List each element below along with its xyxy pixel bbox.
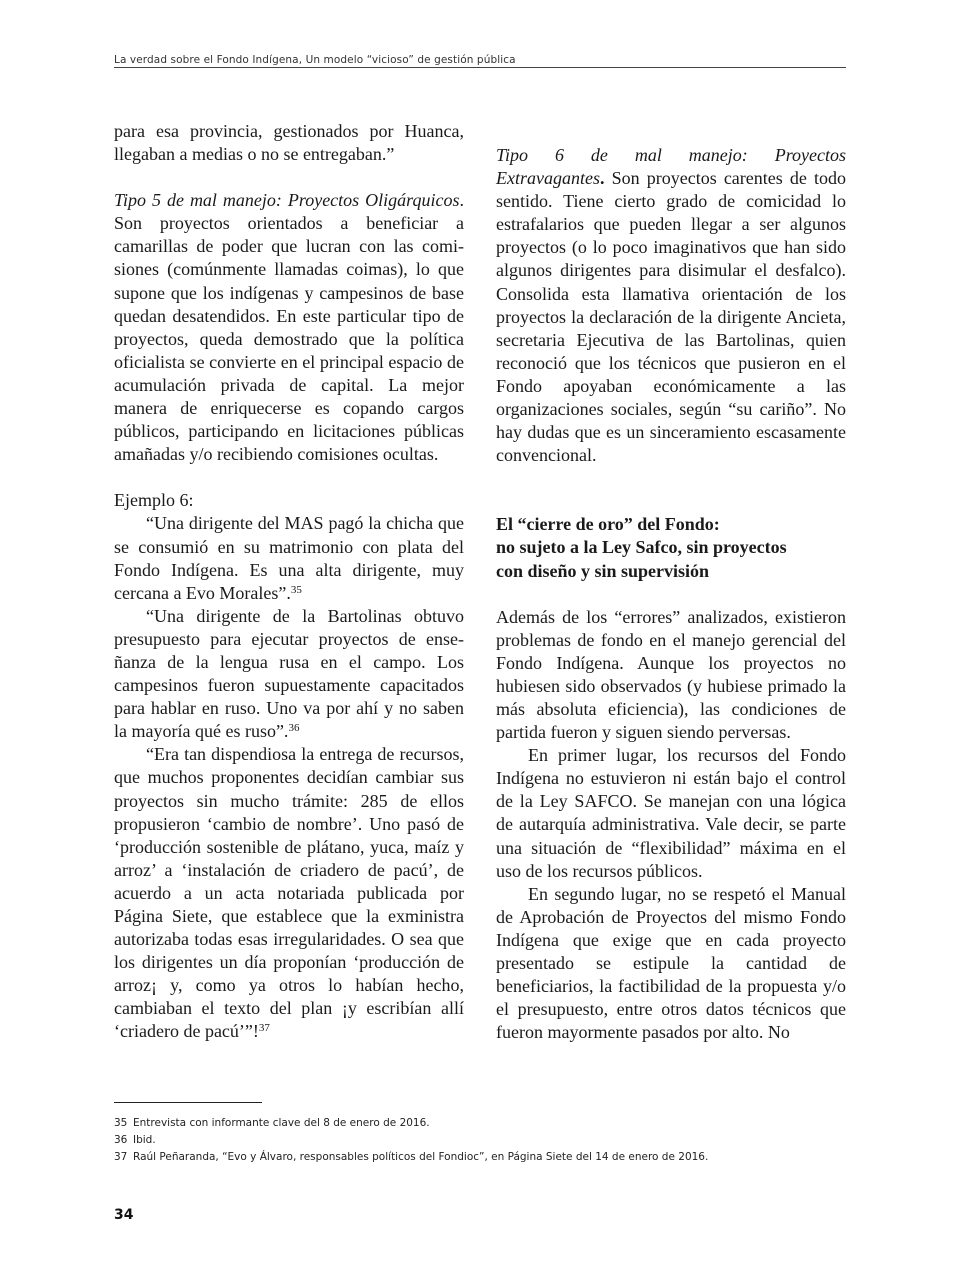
quote-1-text: “Una dirigente del MAS pagó la chicha que se consumió en su matrimonio con plata del Fondo Indígena. Es una alta dirigente, muy cercana a Evo Morales”.	[114, 513, 464, 603]
paragraph-tipo6	[496, 144, 846, 467]
footnote-36	[114, 1132, 854, 1149]
footnote-ref-36: 36	[288, 722, 300, 735]
left-column	[114, 120, 464, 1044]
paragraph-primer-lugar: En primer lugar, los recursos del Fondo Indígena no estuvieron ni están bajo el control de la Ley SAFCO. Se manejan con una lógica de autarquía administrativa. Vale decir, se parte una situación de “flexibilidad” máxima en el uso de los recursos públicos.	[496, 745, 846, 881]
footnote-rule	[114, 1102, 262, 1103]
heading-line-2: no sujeto a la Ley Safco, sin proyectos	[496, 537, 787, 558]
quote-3	[114, 743, 464, 1043]
heading-line-1: El “cierre de oro” del Fondo:	[496, 514, 720, 535]
footnote-text: Ibid.	[133, 1134, 156, 1146]
heading-line-3: con diseño y sin supervisión	[496, 560, 710, 581]
tipo6-body: Son proyectos carentes de todo sentido. Tiene cierto grado de comicidad lo estrafalarios que pueden llegar a ser algunos proyectos (o lo poco imaginativos que han sido algunos dirigentes para disimular el desfalco). Consolida esta llamativa orientación de los proyectos la declaración de la dirigente Ancieta, secretaria Ejecutiva de las Bartolinas, quien reconoció que los técnicos que pusieron en el Fondo apoyaban económicamente a las organizaciones sociales, según “su cariño”. No hay dudas que es un sinceramiento escasamente convencional.	[496, 168, 846, 466]
footnote-text: Raúl Peñaranda, “Evo y Álvaro, responsables políticos del Fondioc”, en Página Siete del 14 de enero de 2016.	[133, 1151, 709, 1163]
tipo5-body: Son proyectos orientados a beneficiar a camarillas de poder que lucran con las comisiones (comúnmente llamadas coimas), lo que supone que los indígenas y campesinos de base quedan desatendidos. En este particular tipo de proyectos, queda demostrado que la política oficialista se convierte en el principal espacio de acumulación privada de capital. La mejor manera de enriquecerse es copando cargos públicos, participando en licitaciones públicas amañadas y/o recibiendo comisiones ocultas.	[114, 213, 464, 465]
quote-2	[114, 605, 464, 744]
running-header: La verdad sobre el Fondo Indígena, Un modelo “vicioso” de gestión pública	[114, 54, 516, 66]
footnote-35	[114, 1115, 854, 1132]
footnotes	[114, 1115, 854, 1166]
footnote-ref-35: 35	[290, 583, 302, 596]
footnote-37	[114, 1149, 854, 1166]
quote-1	[114, 512, 464, 604]
header-rule	[114, 67, 846, 68]
quote-3-text: “Era tan dispendiosa la entrega de recursos, que muchos proponentes decidían cambiar sus proyectos sin mucho trámite: 285 de ellos propusieron ‘cambio de nombre’. Uno pasó de ‘producción sostenible de plátano, yuca, maíz y arroz’ a ‘instalación de criadero de pacú’, de acuerdo a un acta notariada publicada por Página Siete, que establece que la exministra autorizaba todas esas irregularidades. O sea que los dirigentes un día proponían ‘producción de arroz¡ y, como ya otros lo habían hecho, cambiaban el texto del plan ¡y escribían allí ‘criadero de pacú’”!	[114, 744, 464, 1042]
footnote-number: 37	[114, 1151, 128, 1163]
paragraph-tipo5	[114, 189, 464, 466]
section-heading	[496, 513, 846, 582]
right-column	[496, 120, 846, 1044]
quote-2-text: “Una dirigente de la Bartolinas obtuvo presupuesto para ejecutar proyectos de enseñanza de la lengua rusa en el campo. Los campesinos fueron supuestamente capacitados para hablar en ruso. Uno va por ahí y no saben la mayoría qué es ruso”.	[114, 605, 464, 742]
tipo6-title: Tipo 6 de mal manejo: Proyectos Extravagantes	[496, 145, 846, 189]
footnote-text: Entrevista con informante clave del 8 de enero de 2016.	[133, 1117, 430, 1129]
tipo6-title-end: .	[599, 168, 605, 189]
tipo5-title: Tipo 5 de mal manejo: Proyectos Oligárquicos	[114, 190, 460, 211]
paragraph-ademas: Además de los “errores” analizados, existieron problemas de fondo en el manejo gerencial del Fondo Indígena. Aunque los proyectos no hubiesen sido observados (y hubiese primado la más absoluta eficiencia), las condiciones de partida fueron y siguen siendo perversas.	[496, 606, 846, 743]
footnote-ref-37: 37	[258, 1022, 270, 1035]
paragraph-continuation: para esa provincia, gestionados por Huanca, llegaban a medias o no se entregaban.”	[114, 121, 464, 165]
paragraph-segundo-lugar: En segundo lugar, no se respetó el Manual de Aprobación de Proyectos del mismo Fondo Indígena que exige que en cada proyecto presentado se estipule la cantidad de beneficiarios, la factibilidad de la propuesta y/o el presupuesto, entre otros datos técnicos que fueron mayormente pasados por alto. No	[496, 883, 846, 1043]
tipo5-title-end: .	[459, 190, 464, 211]
page-number: 34	[114, 1207, 134, 1223]
ejemplo-label: Ejemplo 6:	[114, 490, 194, 511]
footnote-number: 36	[114, 1134, 128, 1146]
footnote-number: 35	[114, 1117, 128, 1129]
